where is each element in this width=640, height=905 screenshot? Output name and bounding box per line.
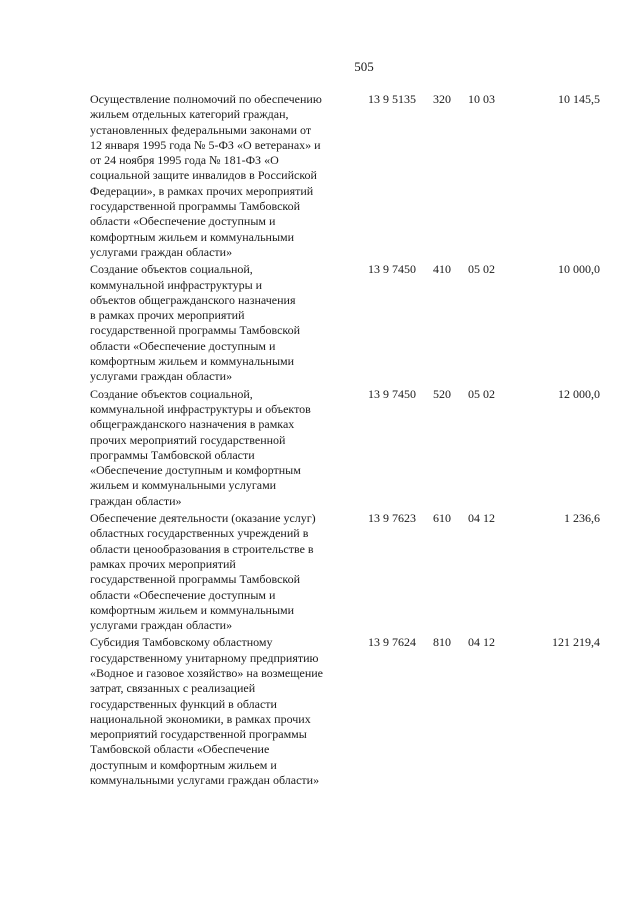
row-section-code: 05 02	[468, 262, 495, 277]
row-section-code: 04 12	[468, 511, 495, 526]
row-expense-type: 410	[433, 262, 451, 277]
row-description: Субсидия Тамбовскому областному государственному унитарному предприятию «Водное и газовое хозяйство» на возмещение затрат, связанных с реализацией государственных функций в области национальной экономики, в рамках прочих мероприятий государственной программы Тамбовской области «Обеспечение доступным и комфортным жильем и коммунальными услугами граждан области»	[90, 635, 323, 788]
table-row	[0, 635, 640, 788]
row-target-code: 13 9 7623	[368, 511, 416, 526]
row-section-code: 04 12	[468, 635, 495, 650]
row-expense-type: 610	[433, 511, 451, 526]
row-description: Создание объектов социальной, коммунальной инфраструктуры и объектов общегражданского назначения в рамках прочих мероприятий государственной программы Тамбовской области «Обеспечение доступным и комфортным жильем и коммунальными услугами граждан области»	[90, 262, 301, 384]
row-amount: 121 219,4	[552, 635, 600, 650]
budget-table	[0, 92, 640, 788]
row-amount: 10 145,5	[558, 92, 600, 106]
row-target-code: 13 9 7450	[368, 262, 416, 277]
row-section-code: 10 03	[468, 92, 495, 106]
row-expense-type: 520	[433, 386, 451, 401]
table-row	[0, 92, 640, 260]
row-amount: 12 000,0	[558, 386, 600, 401]
row-target-code: 13 9 5135	[368, 92, 416, 106]
row-expense-type: 320	[433, 92, 451, 106]
row-description: Обеспечение деятельности (оказание услуг) областных государственных учреждений в области ценообразования в строительстве в рамках прочих мероприятий государственной программы Тамбовской области «Обеспечение доступным и комфортным жильем и коммунальными услугами граждан области»	[90, 511, 316, 633]
row-target-code: 13 9 7450	[368, 386, 416, 401]
row-description: Осуществление полномочий по обеспечению жильем отдельных категорий граждан, установленных федеральными законами от 12 января 1995 года № 5-ФЗ «О ветеранах» и от 24 ноября 1995 года № 181-ФЗ «О социальной защите инвалидов в Российской Федерации», в рамках прочих мероприятий государственной программы Тамбовской области «Обеспечение доступным и комфортным жильем и коммунальными услугами граждан области»	[90, 92, 322, 259]
table-row	[0, 262, 640, 384]
row-description: Создание объектов социальной, коммунальной инфраструктуры и объектов общегражданского назначения в рамках прочих мероприятий государственной программы Тамбовской области «Обеспечение доступным и комфортным жильем и коммунальными услугами граждан области»	[90, 386, 311, 508]
page-number: 505	[354, 59, 374, 74]
table-row	[0, 387, 640, 509]
row-amount: 1 236,6	[564, 511, 600, 526]
row-expense-type: 810	[433, 635, 451, 650]
row-target-code: 13 9 7624	[368, 635, 416, 650]
row-section-code: 05 02	[468, 386, 495, 401]
row-amount: 10 000,0	[558, 262, 600, 277]
table-row	[0, 511, 640, 633]
